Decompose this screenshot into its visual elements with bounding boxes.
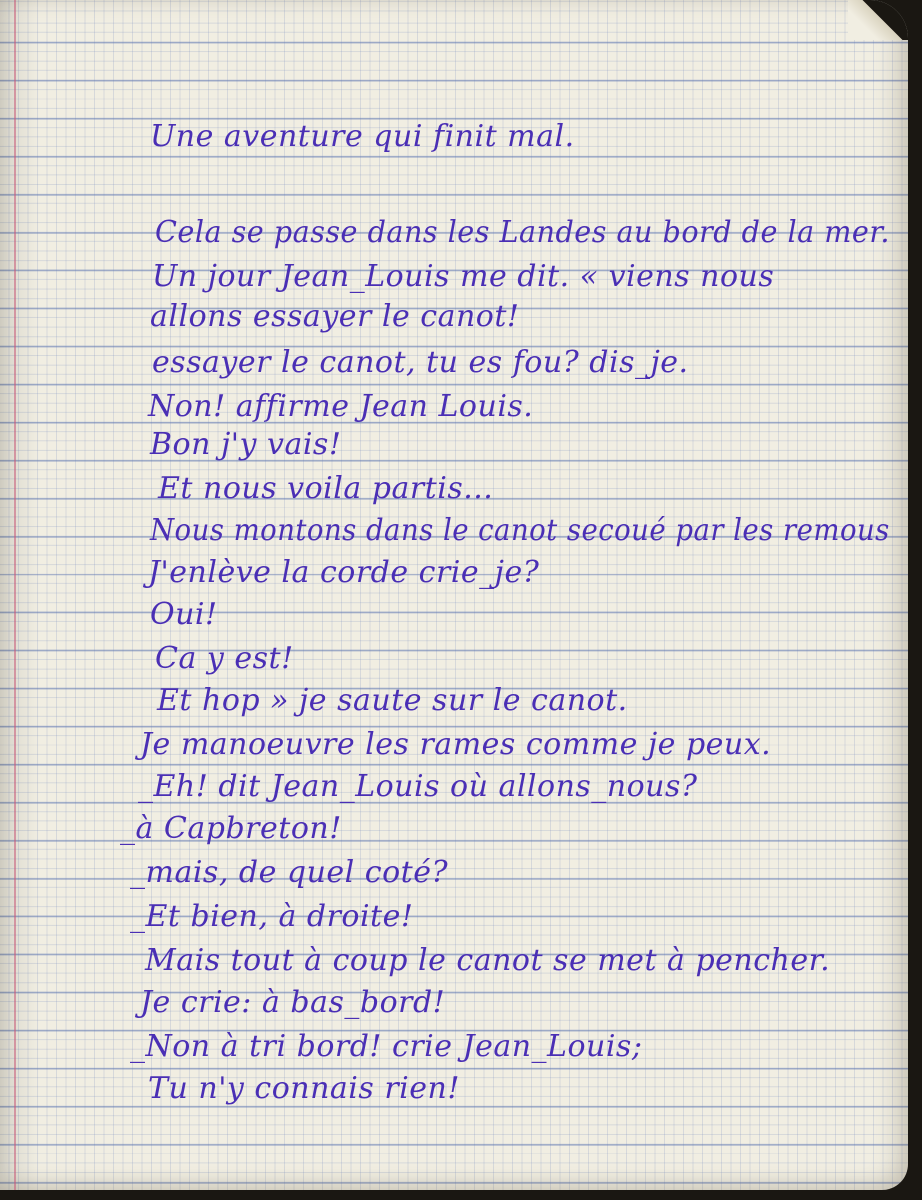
text-line: Bon j'y vais! — [150, 427, 342, 462]
text-line: Mais tout à coup le canot se met à pencher. — [145, 943, 831, 978]
text-line: _Et bien, à droite! — [130, 899, 414, 934]
text-line: J'enlève la corde crie_je? — [148, 555, 540, 590]
text-line: allons essayer le canot! — [150, 299, 520, 334]
text-line: _Eh! dit Jean_Louis où allons_nous? — [138, 769, 698, 804]
text-line: _à Capbreton! — [120, 811, 342, 846]
page-corner — [848, 0, 908, 40]
margin-line — [14, 0, 16, 1190]
text-line: Nous montons dans le canot secoué par les remous — [150, 513, 890, 548]
text-line: Et hop » je saute sur le canot. — [157, 683, 628, 718]
text-line: Oui! — [150, 597, 218, 632]
document-title: Une aventure qui finit mal. — [150, 119, 575, 154]
text-line: Je crie: à bas_bord! — [140, 985, 446, 1020]
text-line: Je manoeuvre les rames comme je peux. — [140, 727, 772, 762]
text-line: Et nous voila partis... — [158, 471, 494, 506]
text-line: essayer le canot, tu es fou? dis_je. — [152, 345, 689, 380]
text-line: Non! affirme Jean Louis. — [148, 389, 534, 424]
text-line: Cela se passe dans les Landes au bord de la mer. — [155, 215, 890, 250]
text-line: _mais, de quel coté? — [130, 855, 449, 890]
text-line: Tu n'y connais rien! — [148, 1071, 460, 1106]
text-line: Un jour Jean_Louis me dit. « viens nous — [152, 259, 775, 294]
text-line: Ca y est! — [155, 641, 294, 676]
text-line: _Non à tri bord! crie Jean_Louis; — [130, 1029, 643, 1064]
